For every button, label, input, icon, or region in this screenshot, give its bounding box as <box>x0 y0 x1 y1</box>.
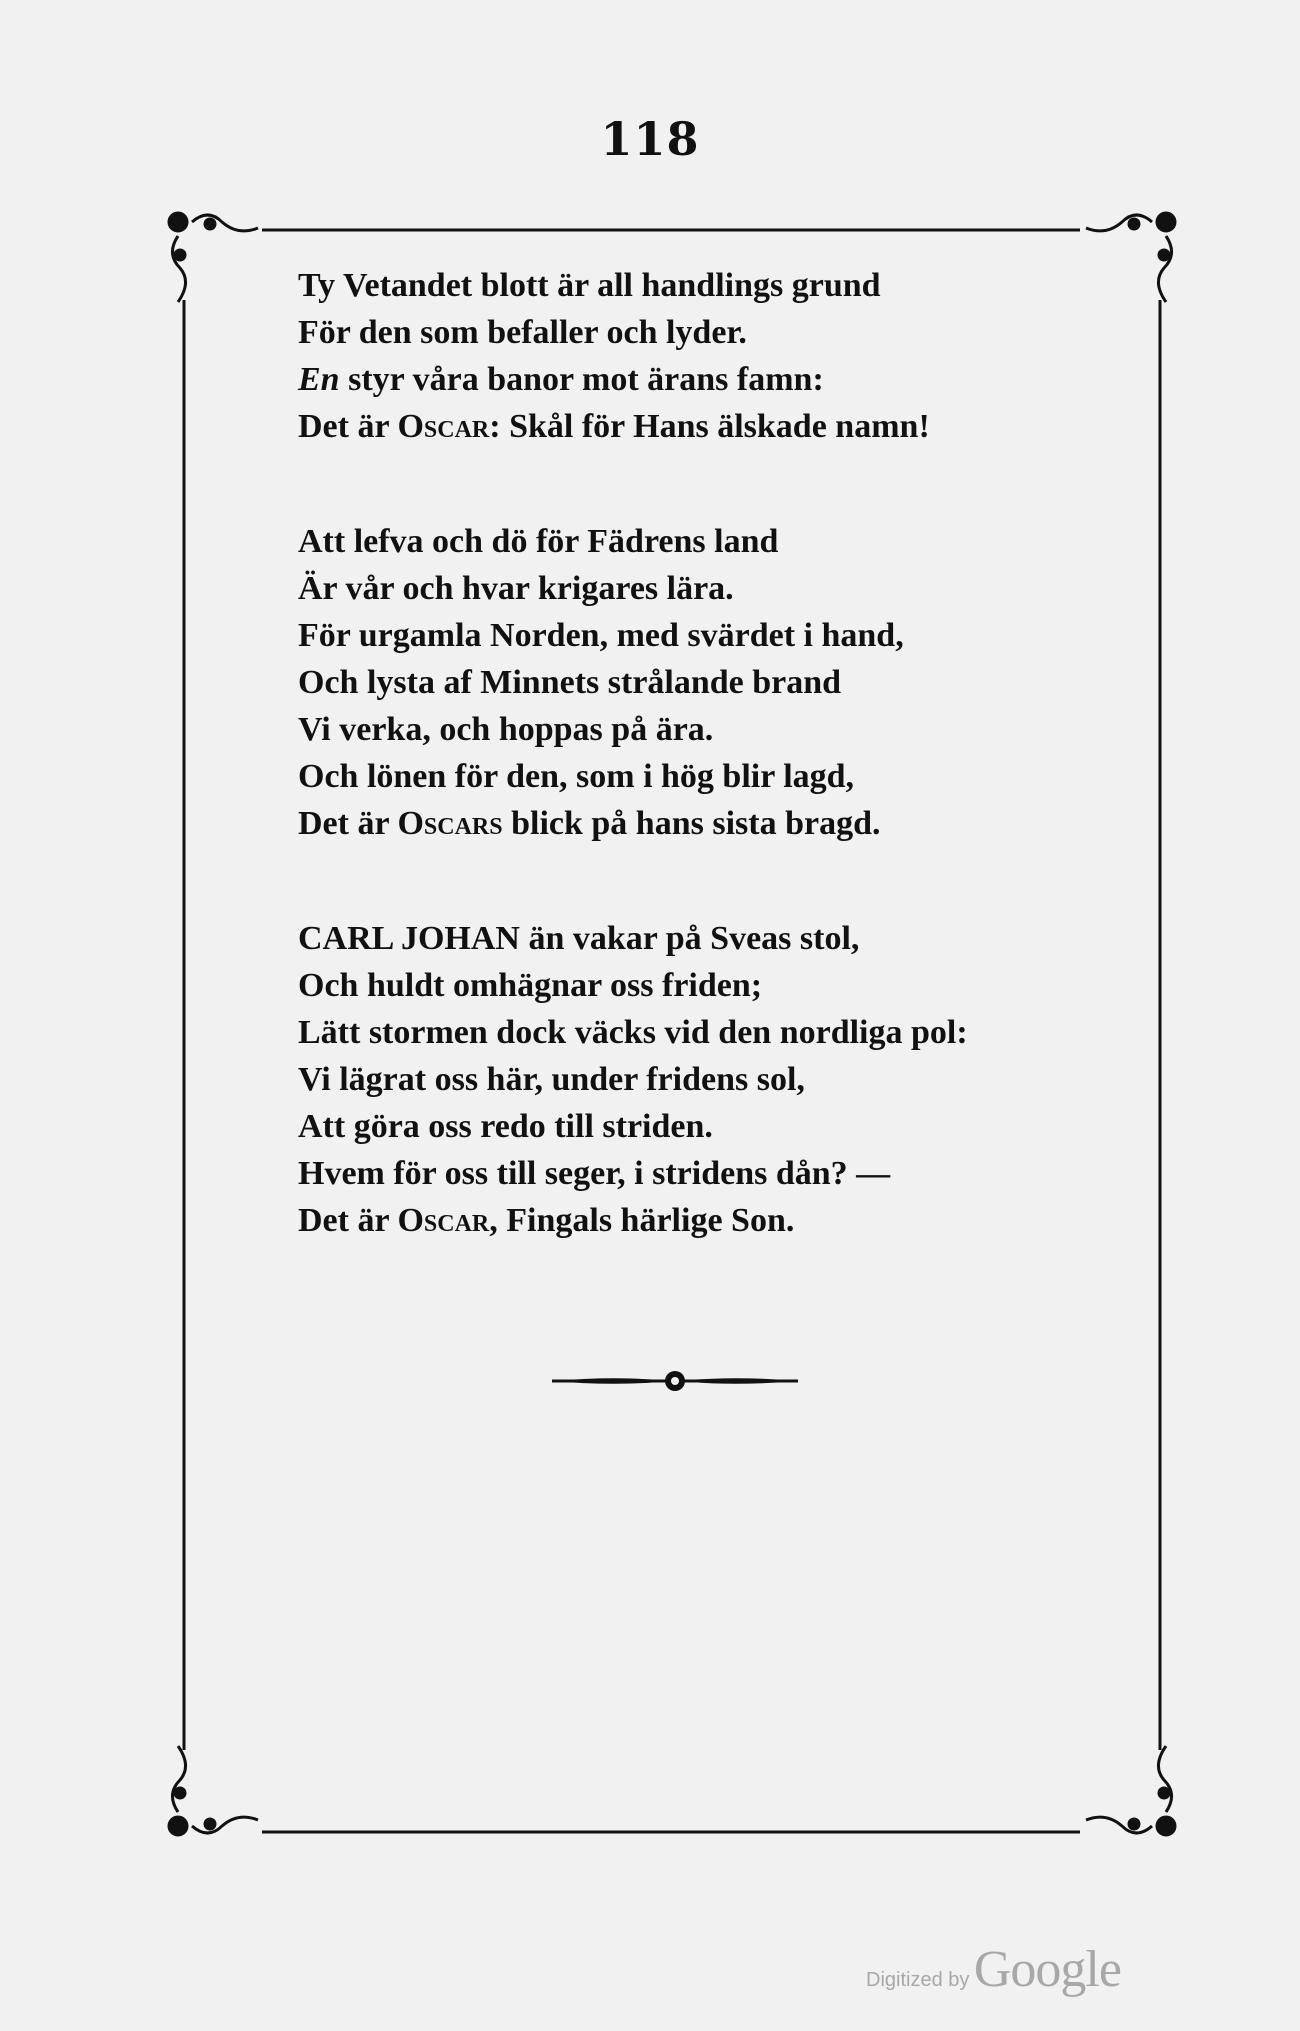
watermark-prefix: Digitized by <box>866 1969 970 1991</box>
italic-word: En <box>298 361 340 398</box>
corner-ornament-bottom-right <box>1086 1746 1175 1835</box>
corner-ornament-bottom-left <box>169 1746 258 1835</box>
line-rest: styr våra banor mot ärans famn: <box>339 361 824 398</box>
line-post: , Fingals härlige Son. <box>489 1202 795 1239</box>
line-pre: Det är <box>298 805 398 842</box>
poem-line: Och lönen för den, som i hög blir lagd, <box>298 758 855 795</box>
poem-line: För den som befaller och lyder. <box>298 314 747 351</box>
line-post: : Skål för Hans älskade namn! <box>489 408 930 445</box>
name-small-caps: Oscar <box>397 408 490 445</box>
poem-line: Vi lägrat oss här, under fridens sol, <box>298 1061 805 1098</box>
stanza-2 <box>298 518 1118 847</box>
poem-line <box>298 356 1118 403</box>
poem-line: Ty Vetandet blott är all handlings grund <box>298 267 881 304</box>
poem-line: CARL JOHAN än vakar på Sveas stol, <box>298 920 860 957</box>
google-logo: Google <box>973 1941 1121 1998</box>
name-small-caps: Oscar <box>397 1202 490 1239</box>
poem-line: Och huldt omhägnar oss friden; <box>298 967 763 1004</box>
poem-line: Är vår och hvar krigares lära. <box>298 570 734 607</box>
end-ornament-icon <box>550 1366 800 1396</box>
poem-line <box>298 1197 1118 1244</box>
poem-line <box>298 403 1118 450</box>
name-small-caps: Oscars <box>397 805 503 842</box>
poem-line: Att lefva och dö för Fädrens land <box>298 523 779 560</box>
line-pre: Det är <box>298 1202 398 1239</box>
poem-line: Lätt stormen dock väcks vid den nordliga pol: <box>298 1014 968 1051</box>
poem-line: För urgamla Norden, med svärdet i hand, <box>298 617 904 654</box>
digitized-watermark <box>866 1940 1121 1999</box>
line-post: blick på hans sista bragd. <box>502 805 881 842</box>
page-number: 118 <box>600 112 700 166</box>
stanza-3 <box>298 915 1118 1244</box>
poem-line: Att göra oss redo till striden. <box>298 1108 713 1145</box>
corner-ornament-top-left <box>169 213 258 302</box>
poem-line: Vi verka, och hoppas på ära. <box>298 711 714 748</box>
poem-line <box>298 800 1118 847</box>
poem-line: Och lysta af Minnets strålande brand <box>298 664 842 701</box>
poem-line: Hvem för oss till seger, i stridens dån? — <box>298 1155 891 1192</box>
stanza-1 <box>298 262 1118 450</box>
poem-text <box>298 262 1118 1312</box>
line-pre: Det är <box>298 408 398 445</box>
